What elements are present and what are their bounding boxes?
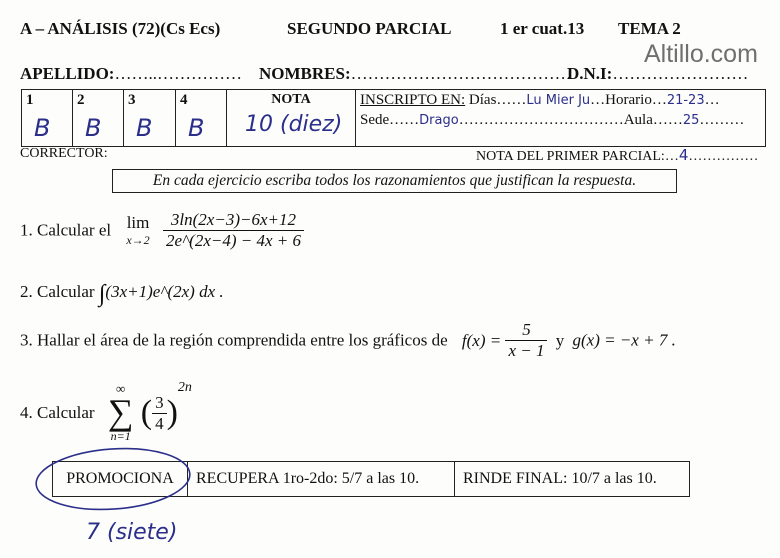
grade-mark-4: B: [188, 114, 205, 142]
first-exam-value: 4: [678, 146, 689, 164]
rinde-final-cell: RINDE FINAL: 10/7 a las 10.: [455, 462, 690, 497]
recupera-cell: RECUPERA 1ro-2do: 5/7 a las 10.: [188, 462, 455, 497]
f-fraction: $\frac{5}{x - 1}$: [505, 320, 547, 361]
grade-cell-2: 2 B: [73, 90, 124, 147]
final-grade-handwritten: 7 (siete): [86, 520, 178, 545]
sede-value: Drago: [419, 113, 459, 128]
apellido-field: APELLIDO:……..……………: [20, 64, 242, 83]
grade-cell-1: 1 B: [22, 90, 73, 147]
limit-operator: lim x→2: [126, 213, 150, 247]
nombres-field: NOMBRES:…………………………………: [259, 64, 572, 83]
horario-value: 21-23: [666, 93, 705, 108]
dias-value: Lu Mier Ju: [526, 93, 591, 108]
instructions-text: En cada ejercicio escriba todos los razonamientos que justifican la respuesta.: [152, 172, 637, 189]
course-title: A – ANÁLISIS (72)(Cs Ecs): [20, 19, 221, 38]
dni-field: D.N.I:……………………: [567, 64, 749, 83]
integrand: (3x+1)e^(2x) dx .: [105, 282, 224, 301]
promociona-cell: PROMOCIONA: [53, 462, 188, 497]
aula-value: 25: [682, 113, 700, 128]
grade-cell-3: 3 B: [124, 90, 176, 147]
first-exam-line: NOTA DEL PRIMER PARCIAL:…4……………: [476, 146, 759, 164]
nota-value: 10 (diez): [245, 112, 343, 137]
exercise-1: 1. Calcular el lim x→2 $\frac{3\ln(2x-3)-6x+12}{2e\^{}(2x-4) - 4x + 6}$: [20, 210, 304, 251]
exercise-2: 2. Calcular ∫(3x+1)e^(2x) dx .: [20, 281, 224, 307]
corrector-label: CORRECTOR:: [20, 146, 108, 161]
watermark-logo: Altillo.com: [644, 40, 758, 68]
exercise-3: 3. Hallar el área de la región comprendida entre los gráficos de f(x) = $\frac{5}{x - 1}$ y g(x) = −x + 7 .: [20, 320, 676, 360]
sum-base-fraction: $\frac{3}{4}$: [152, 393, 167, 434]
exam-title: SEGUNDO PARCIAL: [287, 19, 452, 38]
exercise-4: 4. Calcular ∞ ∑ n=1 ( $\frac{3}{4}$ )$^{2n}$: [20, 380, 192, 444]
grade-mark-2: B: [85, 114, 102, 142]
grade-mark-3: B: [136, 114, 153, 142]
grade-mark-1: B: [34, 114, 51, 142]
sede-line: Sede……Drago……………………………Aula……25………: [360, 112, 745, 128]
inscripto-line: INSCRIPTO EN: Días……Lu Mier Ju…Horario…21-23…: [360, 92, 720, 108]
limit-fraction: $\frac{3\ln(2x-3)-6x+12}{2e\^{}(2x-4) - 4x + 6}$: [163, 210, 304, 251]
nota-label: NOTA: [271, 92, 311, 107]
sum-operator: ∞ ∑ n=1: [107, 381, 134, 444]
grade-cell-4: 4 B: [176, 90, 227, 147]
tema-label: TEMA 2: [618, 19, 681, 38]
term-label: 1 er cuat.13: [500, 19, 585, 38]
